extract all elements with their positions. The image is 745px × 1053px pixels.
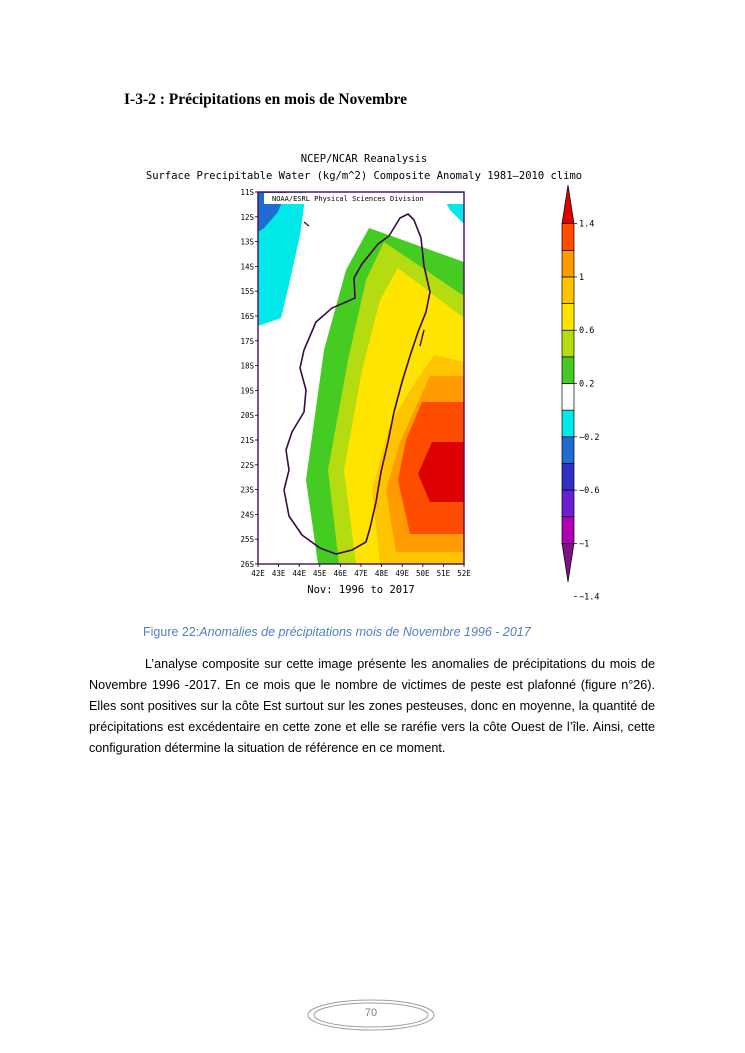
lon-label: 43E bbox=[271, 569, 286, 578]
colorbar-segment bbox=[562, 330, 574, 357]
lat-label: 15S bbox=[240, 287, 254, 297]
colorbar-segment bbox=[562, 304, 574, 331]
caption-title: Anomalies de précipitations mois de Novembre 1996 - 2017 bbox=[199, 625, 531, 639]
lat-label: 14S bbox=[240, 262, 254, 272]
lon-label: 50E bbox=[416, 569, 430, 578]
lon-label: 49E bbox=[395, 569, 409, 578]
lat-label: 20S bbox=[240, 411, 254, 421]
colorbar-segment bbox=[562, 224, 574, 251]
longitude-axis bbox=[251, 564, 471, 578]
colorbar-segment bbox=[562, 357, 574, 384]
lat-label: 23S bbox=[240, 485, 254, 495]
colorbar-label: −1 bbox=[579, 539, 590, 550]
colorbar-label: 1 bbox=[579, 272, 585, 283]
colorbar-segment bbox=[562, 250, 574, 277]
anomaly-figure bbox=[134, 150, 604, 600]
lat-label: 13S bbox=[240, 237, 254, 247]
lat-label: 19S bbox=[240, 386, 254, 396]
lon-label: 52E bbox=[457, 569, 471, 578]
colorbar-arrow-top bbox=[562, 185, 574, 224]
lon-label: 42E bbox=[251, 569, 265, 578]
lon-label: 51E bbox=[436, 569, 451, 578]
figure-title-line2: Surface Precipitable Water (kg/m^2) Composite Anomaly 1981–2010 climo bbox=[145, 170, 583, 182]
lat-label: 24S bbox=[240, 510, 254, 520]
colorbar-segment bbox=[562, 410, 574, 437]
colorbar-label: 0.6 bbox=[579, 326, 595, 337]
lon-label: 48E bbox=[374, 569, 389, 578]
colorbar-segment bbox=[562, 437, 574, 464]
lat-label: 16S bbox=[240, 312, 254, 321]
colorbar-segment bbox=[562, 517, 574, 544]
anomaly-map bbox=[134, 150, 604, 600]
lat-label: 26S bbox=[240, 560, 254, 569]
colorbar-label: −0.6 bbox=[579, 486, 600, 497]
colorbar-segment bbox=[562, 490, 574, 517]
colorbar-label: −0.2 bbox=[579, 432, 600, 443]
colorbar-label: 1.4 bbox=[579, 219, 595, 230]
latitude-axis bbox=[240, 188, 258, 569]
lon-label: 44E bbox=[292, 569, 306, 578]
colorbar-label: 0.2 bbox=[579, 379, 595, 390]
lon-label: 45E bbox=[313, 569, 327, 578]
figure-credit: NOAA/ESRL Physical Sciences Division bbox=[272, 195, 424, 203]
figure-period: Nov: 1996 to 2017 bbox=[307, 584, 415, 596]
section-heading: I-3-2 : Précipitations en mois de Novembre bbox=[124, 91, 407, 108]
lon-label: 47E bbox=[354, 569, 368, 578]
colorbar-labels bbox=[574, 220, 599, 600]
page-number-badge bbox=[306, 998, 436, 1032]
page-number: 70 bbox=[364, 1007, 378, 1019]
colorbar-segment bbox=[562, 463, 574, 490]
lon-label: 46E bbox=[333, 569, 348, 578]
lat-label: 17S bbox=[240, 336, 254, 346]
caption-label: Figure 22: bbox=[143, 625, 200, 639]
lat-label: 12S bbox=[240, 212, 254, 222]
colorbar-segment bbox=[562, 277, 574, 304]
colorbar-segment bbox=[562, 384, 574, 411]
lat-label: 22S bbox=[240, 460, 254, 470]
colorbar bbox=[562, 185, 574, 582]
lat-label: 21S bbox=[240, 436, 254, 445]
lat-label: 11S bbox=[240, 188, 254, 197]
lat-label: 25S bbox=[240, 535, 254, 545]
figure-title-line1: NCEP/NCAR Reanalysis bbox=[300, 153, 428, 165]
anomaly-contours bbox=[258, 192, 464, 564]
analysis-paragraph: L’analyse composite sur cette image présente les anomalies de précipitations du mois de Novembre 1996 -2017. En ce mois que le nombre de victimes de peste est plafonné (figure n°26). Elles sont positives sur la côte Est surtout sur les zones pesteuses, donc en moyenne, la quantité de précipitations est excédentaire en cette zone et elle se raréfie vers la côte Ouest de l’île. Ainsi, cette configuration détermine la situation de référence en ce moment. bbox=[89, 657, 655, 755]
colorbar-arrow-bottom bbox=[562, 543, 574, 582]
lat-label: 18S bbox=[240, 361, 254, 371]
colorbar-label: −1.4 bbox=[579, 592, 600, 600]
figure-caption bbox=[143, 625, 531, 639]
